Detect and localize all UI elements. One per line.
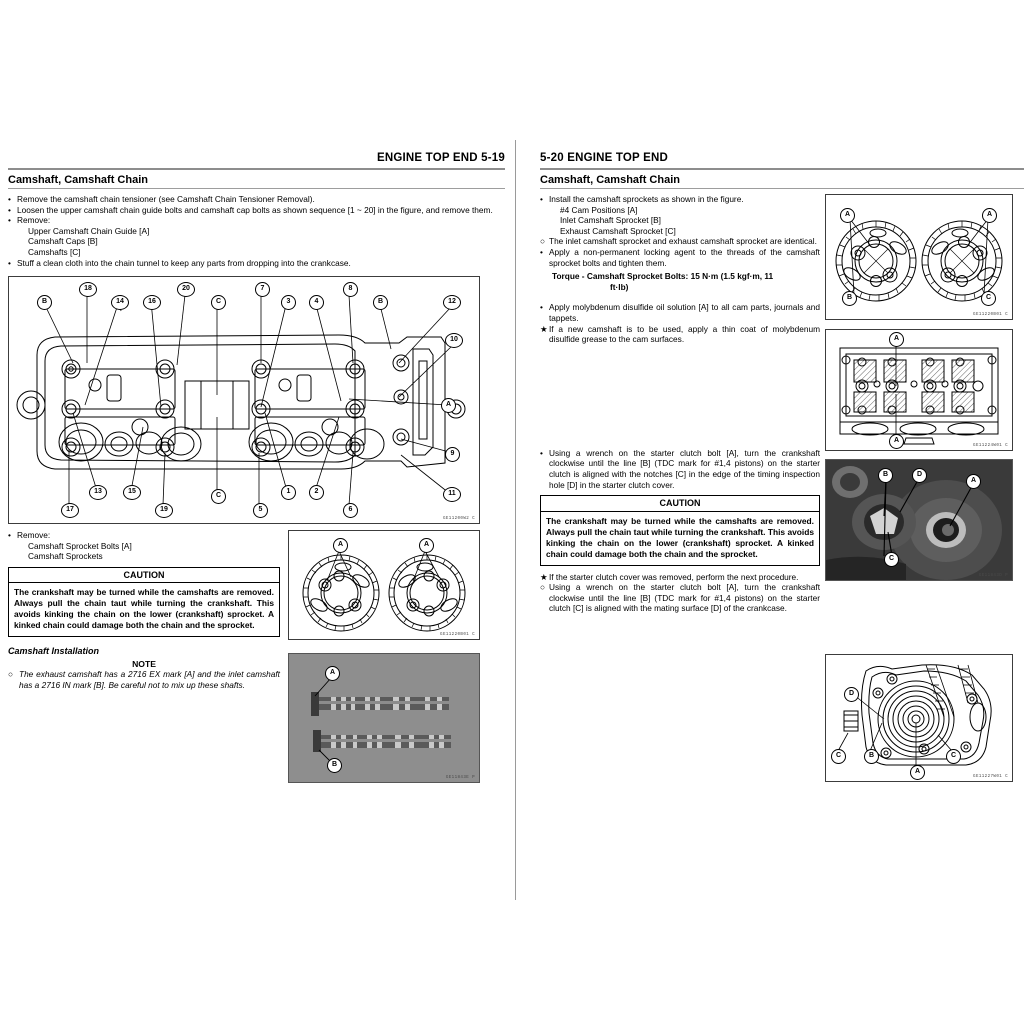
callout-18: 18 <box>79 282 97 297</box>
callout-A-right-sprocket: A <box>419 538 434 553</box>
callout-A-left: A <box>840 208 855 223</box>
step-text: If a new camshaft is to be used, apply a thin coat of molybdenum disulfide grease to the cam surfaces. <box>549 323 820 345</box>
step-new-camshaft <box>540 324 820 345</box>
figure-cylinder-head <box>825 329 1013 451</box>
step-install-sprockets <box>540 194 820 205</box>
bullet-marker: • <box>8 194 11 204</box>
callout-2: 2 <box>309 485 324 500</box>
circle-marker: ○ <box>540 236 546 247</box>
callout-A-left-sprocket: A <box>333 538 348 553</box>
figure-code: GE11843E P <box>445 776 475 781</box>
callout-16: 16 <box>143 295 161 310</box>
right-running-head: 5-20 ENGINE TOP END <box>540 152 668 164</box>
callout-17: 17 <box>61 503 79 518</box>
callout-A-exhaust-cam: A <box>325 666 340 681</box>
cylinder-head-drawing <box>826 330 1012 450</box>
step-text: Loosen the upper camshaft chain guide bolts and camshaft cap bolts as shown sequence [1 ~ 20] in the figure, and remove them. <box>17 204 493 215</box>
star-marker: ★ <box>540 323 548 334</box>
right-caution-box <box>540 495 820 566</box>
callout-A-right: A <box>982 208 997 223</box>
step-cover-removed <box>540 572 820 583</box>
step-text: Remove: <box>17 215 51 226</box>
figure-code: GE11227W01 C <box>973 775 1008 779</box>
install-item-inlet-sprocket: Inlet Camshaft Sprocket [B] <box>560 215 661 226</box>
note-text: The exhaust camshaft has a 2716 EX mark [A] and the inlet camshaft has a 2716 IN mark [B]. Be careful not to mix up these shafts. <box>19 668 280 690</box>
callout-C-notches: C <box>884 552 899 567</box>
caution-heading: CAUTION <box>541 496 819 512</box>
callout-C-left: C <box>831 749 846 764</box>
bullet-marker: • <box>540 194 543 204</box>
step-remove-sprockets <box>8 530 280 541</box>
caution-text: The crankshaft may be turned while the camshafts are removed. Always pull the chain taut while turning the crankshaft. This avoids kinking the chain on the lower (crankshaft) sprocket. A kinked chain could damage both the chain and the sprocket. <box>546 515 814 559</box>
callout-20: 20 <box>177 282 195 297</box>
left-lower-text <box>8 530 280 690</box>
callout-A-right: A <box>441 398 456 413</box>
callout-B-line: B <box>864 749 879 764</box>
step-remove-tensioner <box>8 194 505 205</box>
callout-C-bottom: C <box>211 489 226 504</box>
step-text: Stuff a clean cloth into the chain tunnel to keep any parts from dropping into the crankcase. <box>17 257 351 268</box>
figure-code: GE11220B01 C <box>440 633 475 638</box>
remove-item-chain-guide: Upper Camshaft Chain Guide [A] <box>28 225 150 236</box>
step-text: Using a wrench on the starter clutch bolt [A], turn the crankshaft clockwise until the line [B] (TDC mark for #1,4 pistons) on the starter clutch is aligned with the notches [C] in the edge of the timing inspection hole [D] in the starter clutch cover. <box>549 447 820 490</box>
camshaft-installation-subhead: Camshaft Installation <box>8 645 100 656</box>
callout-11: 11 <box>443 487 461 502</box>
callout-B-top-left: B <box>37 295 52 310</box>
figure-sprocket-pair <box>288 530 480 640</box>
callout-8: 8 <box>343 282 358 297</box>
step-stuff-cloth <box>8 258 505 269</box>
torque-value: 15 N·m (1.5 kgf·m, 11 <box>690 271 774 282</box>
callout-D-mating-surface: D <box>844 687 859 702</box>
callout-7: 7 <box>255 282 270 297</box>
figure-head-assembly <box>8 276 480 524</box>
right-page <box>540 150 1024 779</box>
right-section-rule <box>540 188 1024 189</box>
two-page-spread <box>0 150 1024 890</box>
step-text: If the starter clutch cover was removed, perform the next procedure. <box>549 571 799 582</box>
callout-B-line: B <box>878 468 893 483</box>
callout-12: 12 <box>443 295 461 310</box>
left-page <box>8 150 505 781</box>
torque-label: Torque - Camshaft Sprocket Bolts: <box>552 271 689 282</box>
camshafts-photo-drawing <box>289 654 479 782</box>
callout-15: 15 <box>123 485 141 500</box>
figure-crankcase <box>825 654 1013 782</box>
figure-code: GE11220B01 C <box>973 313 1008 317</box>
callout-3: 3 <box>281 295 296 310</box>
step-locking-agent <box>540 247 820 268</box>
crankcase-drawing <box>826 655 1012 781</box>
bullet-marker: • <box>8 215 11 226</box>
sprocket-pair-drawing <box>289 531 479 639</box>
left-head-rule <box>8 168 505 170</box>
figure-camshafts-photo <box>288 653 480 783</box>
circle-marker: ○ <box>540 582 546 593</box>
callout-B-inlet-cam: B <box>327 758 342 773</box>
caution-text: The crankshaft may be turned while the camshafts are removed. Always pull the chain taut while turning the crankshaft. This avoids kinking the chain on the lower (crankshaft) sprocket. A kinked chain could damage both the chain and the sprocket. <box>14 586 274 630</box>
callout-D-inspection-hole: D <box>912 468 927 483</box>
bullet-marker: • <box>8 530 11 541</box>
callout-B-top-right: B <box>373 295 388 310</box>
figure-code: GE11200W2 C <box>442 517 475 522</box>
right-body-text <box>540 194 820 614</box>
callout-C-top: C <box>211 295 226 310</box>
note-marker: ○ <box>8 668 14 679</box>
step-loosen-bolts <box>8 205 505 216</box>
torque-continuation: ft·lb) <box>610 281 629 292</box>
figure-sprocket-install <box>825 194 1013 320</box>
callout-A-clutch-bolt: A <box>966 474 981 489</box>
figure-code: GE11843D P <box>978 574 1008 578</box>
remove-item-camshafts: Camshafts [C] <box>28 246 81 257</box>
bullet-marker: • <box>8 257 11 268</box>
remove-item-sprocket-bolts: Camshaft Sprocket Bolts [A] <box>28 540 132 551</box>
remove-item-sprockets: Camshaft Sprockets <box>28 551 103 562</box>
left-section-rule <box>8 188 505 189</box>
right-section-title: Camshaft, Camshaft Chain <box>540 174 680 186</box>
callout-5: 5 <box>253 503 268 518</box>
callout-A-bottom: A <box>889 434 904 449</box>
callout-1: 1 <box>281 485 296 500</box>
step-text: Apply molybdenum disulfide oil solution [A] to all cam parts, journals and tappets. <box>549 302 820 323</box>
note-identical-sprockets <box>540 236 820 247</box>
step-wrench-starter-clutch <box>540 448 820 490</box>
callout-B-inlet: B <box>842 291 857 306</box>
callout-13: 13 <box>89 485 107 500</box>
step-wrench-mating-surface <box>540 582 820 614</box>
left-body-text <box>8 194 505 268</box>
install-item-exhaust-sprocket: Exhaust Camshaft Sprocket [C] <box>560 225 676 236</box>
callout-10: 10 <box>445 333 463 348</box>
torque-spec <box>540 271 820 292</box>
left-section-title: Camshaft, Camshaft Chain <box>8 174 148 186</box>
step-remove-label <box>8 215 505 226</box>
left-running-head: ENGINE TOP END 5-19 <box>377 152 505 164</box>
step-text: Using a wrench on the starter clutch bolt [A], turn the crankshaft clockwise until the line [B] (TDC mark for #1,4 pistons) on the starter clutch [C] is aligned with the mating surface [D] of the crankcase. <box>549 582 820 614</box>
callout-14: 14 <box>111 295 129 310</box>
caution-heading: CAUTION <box>9 568 279 583</box>
callout-C-exhaust: C <box>981 291 996 306</box>
bullet-marker: • <box>540 447 543 458</box>
note-heading: NOTE <box>132 658 156 669</box>
step-text: Remove: <box>17 530 51 541</box>
step-moly-oil <box>540 302 820 323</box>
callout-6: 6 <box>343 503 358 518</box>
note-text: The inlet camshaft sprocket and exhaust camshaft sprocket are identical. <box>549 236 817 247</box>
callout-19: 19 <box>155 503 173 518</box>
install-item-cam-positions: #4 Cam Positions [A] <box>560 204 638 215</box>
star-marker: ★ <box>540 571 548 582</box>
bullet-marker: • <box>540 302 543 313</box>
note-block <box>8 669 280 690</box>
figure-code: GE11224W01 C <box>973 444 1008 448</box>
bullet-marker: • <box>540 246 543 257</box>
remove-item-camshaft-caps: Camshaft Caps [B] <box>28 236 98 247</box>
callout-A-clutch-bolt: A <box>910 765 925 780</box>
bullet-marker: • <box>8 204 11 215</box>
callout-C-right: C <box>946 749 961 764</box>
head-assembly-drawing <box>9 277 479 523</box>
right-head-rule <box>540 168 1024 170</box>
step-text: Install the camshaft sprockets as shown in the figure. <box>549 194 744 204</box>
callout-A-top: A <box>889 332 904 347</box>
left-caution-box <box>8 567 280 637</box>
callout-9: 9 <box>445 447 460 462</box>
step-text: Apply a non-permanent locking agent to the threads of the camshaft sprocket bolts and tighten them. <box>549 246 820 268</box>
step-text: Remove the camshaft chain tensioner (see Camshaft Chain Tensioner Removal). <box>17 194 315 204</box>
callout-4: 4 <box>309 295 324 310</box>
figure-starter-clutch-photo <box>825 459 1013 581</box>
